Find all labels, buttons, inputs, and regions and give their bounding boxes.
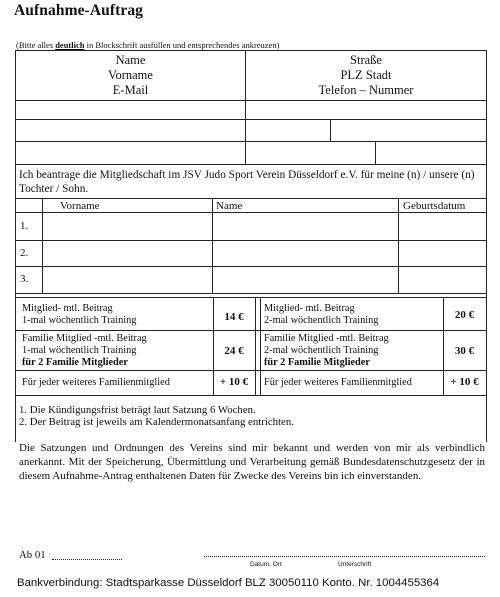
fee-additional-member-2x: Für jeder weiteres Familienmitglied (264, 377, 412, 388)
notes-list (19, 404, 294, 428)
plz-field[interactable] (246, 120, 330, 141)
fee-family-2x-price: 30 € (454, 345, 475, 357)
note-item: 1. Die Kündigungsfrist beträgt laut Satzung 6 Wochen. (19, 404, 256, 416)
membership-text: Ich beantrage die Mitgliedschaft im JSV Judo Sport Verein Düsseldorf e.V. für meine (n) / unsere (n) Tochter / Sohn. (19, 169, 475, 195)
child-geburtsdatum-field[interactable] (399, 267, 486, 293)
stadt-field[interactable] (331, 120, 486, 141)
col-vorname: Vorname (60, 200, 100, 212)
child-name-field[interactable] (213, 241, 398, 266)
row-number: 3. (20, 273, 29, 285)
telefon-nummer-field[interactable] (376, 142, 486, 164)
child-vorname-field[interactable] (43, 267, 212, 293)
row-number: 2. (20, 247, 29, 259)
page-title: Aufnahme-Auftrag (14, 2, 144, 19)
fee-family-1x: Familie Mitglied -mtl. Beitrag 1-mal wöchentlich Training für 2 Familie Mitglieder (22, 333, 147, 368)
child-vorname-field[interactable] (43, 241, 212, 266)
fee-family-1x-price: 24 € (224, 345, 244, 357)
telefon-vorwahl-field[interactable] (246, 142, 375, 164)
fee-single-2x: Mitglied- mtl. Beitrag 2-mal wöchentlich Training (264, 303, 379, 326)
email-field[interactable] (16, 142, 245, 164)
child-geburtsdatum-field[interactable] (399, 241, 486, 266)
consent-text: Die Satzungen und Ordnungen des Vereins sind mir bekannt und werden von mir als verbindlich anerkannt. Mit der Speicherung, Übermittlung und Verarbeitung gemäß Bundesdatenschutzgesetz der in diesem Aufnahme-Antrag enthaltenen Daten für Zwecke des Vereins bin ich einverstanden. (19, 442, 485, 482)
fee-additional-member-1x: Für jeder weiteres Familienmitglied (22, 377, 170, 388)
vorname-label: Vorname (108, 68, 153, 82)
name-label: Name (115, 53, 146, 67)
email-label: E-Mail (112, 83, 149, 97)
plz-stadt-label: PLZ Stadt (340, 68, 392, 82)
bank-details: Bankverbindung: Stadtsparkasse Düsseldorf BLZ 30050110 Konto. Nr. 1004455364 (17, 577, 440, 589)
child-name-field[interactable] (213, 267, 398, 293)
fee-family-2x: Familie Mitglied -mtl. Beitrag 2-mal wöchentlich Training für 2 Familie Mitglieder (264, 333, 389, 368)
row-number: 1. (20, 220, 29, 232)
ab-label: Ab 01 (19, 549, 46, 561)
signature-line[interactable] (204, 556, 485, 557)
telefon-label: Telefon – Nummer (318, 83, 414, 97)
name-field[interactable] (16, 101, 245, 119)
note-item: 2. Der Beitrag ist jeweils am Kalendermonatsanfang entrichten. (19, 416, 294, 428)
strasse-field[interactable] (246, 101, 486, 119)
fee-additional-member-2x-price: + 10 € (450, 376, 479, 388)
vorname-field[interactable] (16, 120, 245, 141)
col-geburtsdatum: Geburtsdatum (403, 200, 466, 212)
strasse-label: Straße (350, 53, 382, 67)
instruction-text: (Bitte alles deutlich in Blockschrift ausfüllen und entsprechendes ankreuzen) (16, 40, 280, 50)
child-geburtsdatum-field[interactable] (399, 213, 486, 240)
date-place-label: Datum, Ort (250, 561, 282, 568)
col-name: Name (216, 200, 243, 212)
fee-single-1x: Mitglied- mtl. Beitrag 1-mal wöchentlich Training (22, 303, 137, 326)
ab-date-field[interactable] (52, 559, 122, 560)
header-right (246, 53, 486, 98)
fee-single-1x-price: 14 € (224, 311, 244, 323)
fee-additional-member-1x-price: + 10 € (219, 376, 249, 388)
child-name-field[interactable] (213, 213, 398, 240)
child-vorname-field[interactable] (43, 213, 212, 240)
header-left (16, 53, 245, 98)
signature-label: Unterschrift (338, 561, 372, 568)
fee-single-2x-price: 20 € (454, 309, 475, 321)
